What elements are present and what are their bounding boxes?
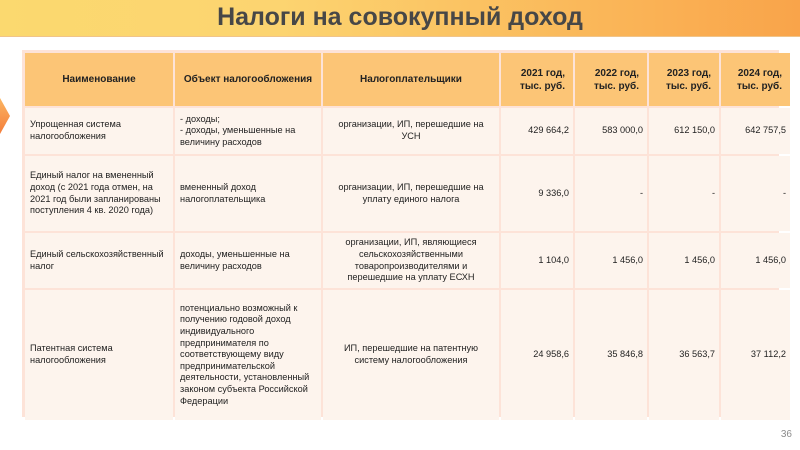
cell-object: потенциально возможный к получению годовой доход индивидуального предпринимателя по соответствующему виду предпринимательской деятельности, установленный законом субъекта Российской Федерации — [175, 290, 321, 420]
tax-table — [23, 51, 792, 422]
cell-2022: 1 456,0 — [575, 233, 647, 288]
cell-2021: 1 104,0 — [501, 233, 573, 288]
cell-payers: организации, ИП, перешедшие на УСН — [323, 108, 499, 154]
slide-title: Налоги на совокупный доход — [217, 3, 583, 31]
cell-payers: организации, ИП, перешедшие на уплату единого налога — [323, 156, 499, 231]
header-payers: Налогоплательщики — [323, 53, 499, 106]
cell-2023: 36 563,7 — [649, 290, 719, 420]
cell-2023: 1 456,0 — [649, 233, 719, 288]
cell-object: доходы, уменьшенные на величину расходов — [175, 233, 321, 288]
cell-object: вмененный доход налогоплательщика — [175, 156, 321, 231]
header-object: Объект налогообложения — [175, 53, 321, 106]
cell-2024: 37 112,2 — [721, 290, 790, 420]
table-row — [25, 290, 790, 420]
cell-name: Патентная система налогообложения — [25, 290, 173, 420]
side-accent-decoration — [0, 98, 12, 142]
tax-table-container — [22, 50, 786, 417]
triangle-accent-icon — [0, 98, 10, 134]
header-2022: 2022 год, тыс. руб. — [575, 53, 647, 106]
cell-payers: организации, ИП, являющиеся сельскохозяйственными товаропроизводителями и перешедшие на уплату ЕСХН — [323, 233, 499, 288]
cell-2022: - — [575, 156, 647, 231]
cell-2022: 35 846,8 — [575, 290, 647, 420]
header-2023: 2023 год, тыс. руб. — [649, 53, 719, 106]
cell-payers: ИП, перешедшие на патентную систему налогообложения — [323, 290, 499, 420]
cell-2023: 612 150,0 — [649, 108, 719, 154]
cell-object: - доходы; - доходы, уменьшенные на величину расходов — [175, 108, 321, 154]
page-number: 36 — [780, 429, 792, 440]
header-2021: 2021 год, тыс. руб. — [501, 53, 573, 106]
table-header-row — [25, 53, 790, 106]
cell-2021: 9 336,0 — [501, 156, 573, 231]
table-row — [25, 108, 790, 154]
cell-name: Упрощенная система налогообложения — [25, 108, 173, 154]
cell-2021: 24 958,6 — [501, 290, 573, 420]
cell-2024: 1 456,0 — [721, 233, 790, 288]
cell-2024: 642 757,5 — [721, 108, 790, 154]
cell-2022: 583 000,0 — [575, 108, 647, 154]
table-row — [25, 233, 790, 288]
cell-name: Единый налог на вмененный доход (с 2021 года отмен, на 2021 год были запланированы поступления 4 кв. 2020 года) — [25, 156, 173, 231]
cell-2024: - — [721, 156, 790, 231]
cell-2021: 429 664,2 — [501, 108, 573, 154]
table-row — [25, 156, 790, 231]
cell-name: Единый сельскохозяйственный налог — [25, 233, 173, 288]
header-2024: 2024 год, тыс. руб. — [721, 53, 790, 106]
cell-2023: - — [649, 156, 719, 231]
header-name: Наименование — [25, 53, 173, 106]
